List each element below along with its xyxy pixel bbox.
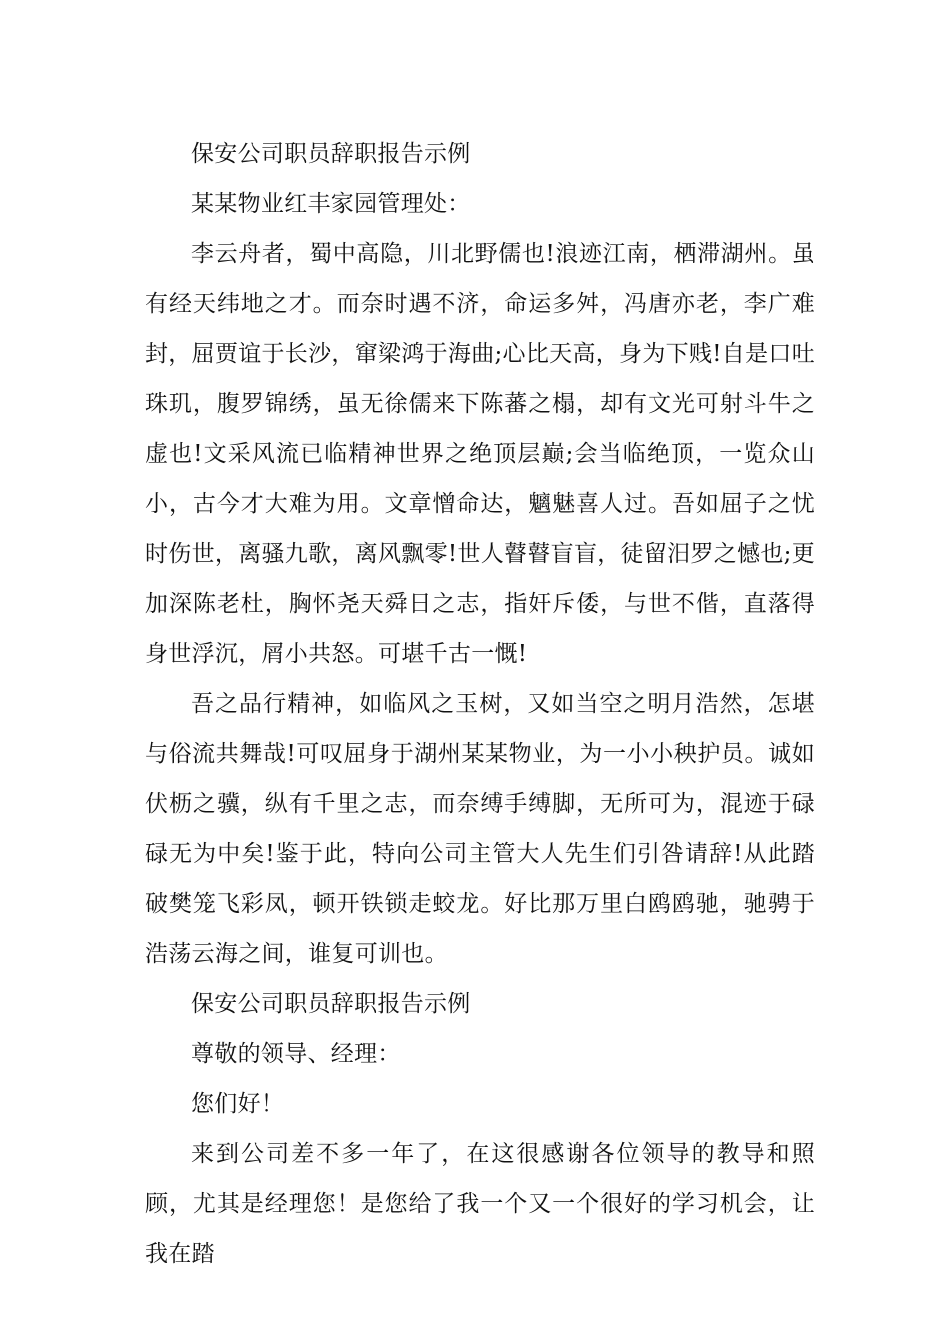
greeting: 您们好！ (191, 1091, 285, 1117)
paragraph-2: 吾之品行精神，如临风之玉树，又如当空之明月浩然，怎堪与俗流共舞哉!可叹屈身于湖州某某物业，为一小小秧护员。诚如伏枥之骥，纵有千里之志，而奈缚手缚脚，无所可为，混迹于碌碌无为中矣!鉴于此，特向公司主管大人先生们引咎请辞!从此踏破樊笼飞彩凤，顿开铁锁走蛟龙。好比那万里白鸥鸥驰，驰骋于浩荡云海之间，谁复可训也。 (145, 691, 815, 967)
section-title-1: 保安公司职员辞职报告示例 (191, 141, 471, 167)
salutation-1: 某某物业红丰家园管理处： (191, 191, 471, 217)
paragraph-1: 李云舟者，蜀中高隐，川北野儒也!浪迹江南，栖滞湖州。虽有经天纬地之才。而奈时遇不济，命运多舛，冯唐亦老，李广难封，屈贾谊于长沙，窜梁鸿于海曲;心比天高，身为下贱!自是口吐珠玑，腹罗锦绣，虽无徐儒来下陈蕃之榻，却有文光可射斗牛之虚也!文采风流已临精神世界之绝顶层巅;会当临绝顶，一览众山小，古今才大难为用。文章憎命达，魑魅喜人过。吾如屈子之忧时伤世，离骚九歌，离风飘零!世人瞽瞽盲盲，徒留汨罗之憾也;更加深陈老杜，胸怀尧天舜日之志，指奸斥倭，与世不偕，直落得身世浮沉，屑小共怒。可堪千古一慨! (145, 241, 815, 667)
paragraph-3: 来到公司差不多一年了，在这很感谢各位领导的教导和照顾，尤其是经理您！是您给了我一个又一个很好的学习机会，让我在踏 (145, 1141, 815, 1267)
document-body (145, 129, 815, 1279)
salutation-2: 尊敬的领导、经理： (191, 1041, 401, 1067)
section-title-2: 保安公司职员辞职报告示例 (191, 991, 471, 1017)
